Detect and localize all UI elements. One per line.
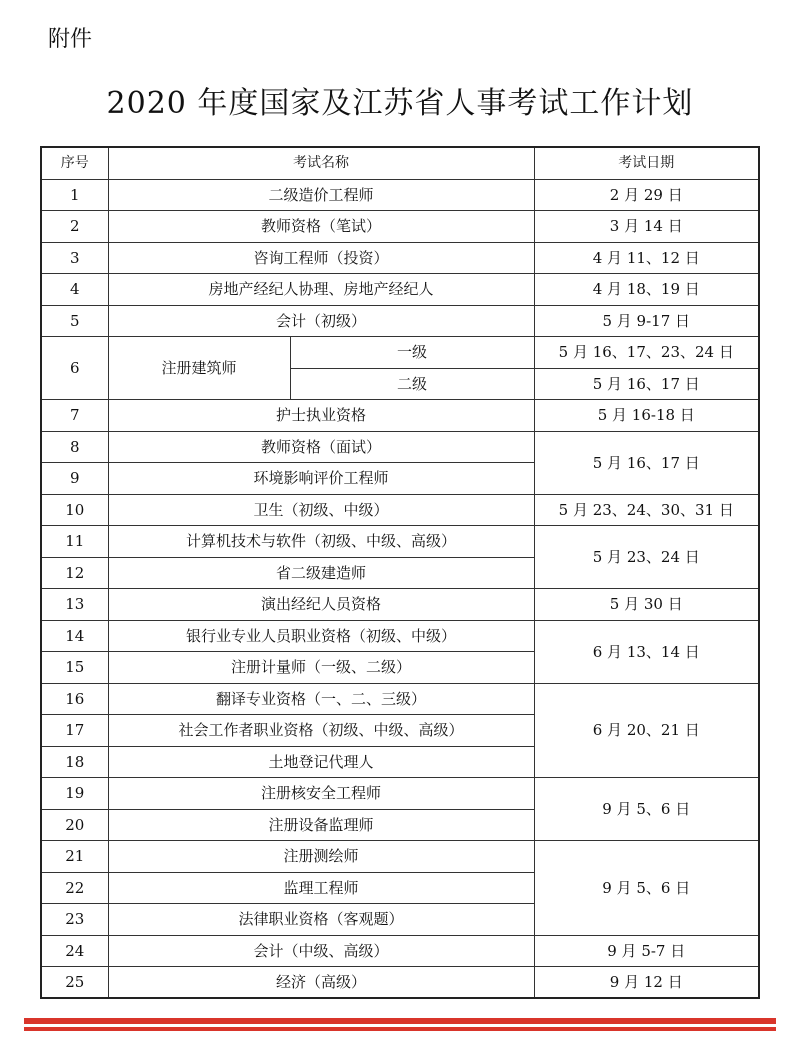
exam-date: 9 月 5、6 日	[534, 841, 759, 936]
header-name: 考试名称	[108, 147, 534, 179]
table-row	[41, 211, 759, 243]
exam-name: 会计（初级）	[108, 305, 534, 337]
exam-date: 3 月 14 日	[534, 211, 759, 243]
exam-name: 注册建筑师	[108, 337, 290, 400]
row-no: 20	[41, 809, 108, 841]
table-row	[41, 400, 759, 432]
header-no: 序号	[41, 147, 108, 179]
exam-date: 5 月 23、24、30、31 日	[534, 494, 759, 526]
exam-date: 6 月 13、14 日	[534, 620, 759, 683]
table-row	[41, 526, 759, 558]
exam-date: 5 月 23、24 日	[534, 526, 759, 589]
exam-date: 2 月 29 日	[534, 179, 759, 211]
exam-date: 5 月 16-18 日	[534, 400, 759, 432]
exam-date: 5 月 30 日	[534, 589, 759, 621]
exam-name: 注册核安全工程师	[108, 778, 534, 810]
table-row	[41, 683, 759, 715]
table-header-row	[41, 147, 759, 179]
row-no: 5	[41, 305, 108, 337]
exam-sublevel: 二级	[290, 368, 534, 400]
row-no: 1	[41, 179, 108, 211]
page-title: 2020 年度国家及江苏省人事考试工作计划	[106, 86, 694, 121]
exam-name: 银行业专业人员职业资格（初级、中级）	[108, 620, 534, 652]
footer-red-rule-thin	[24, 1027, 776, 1031]
row-no: 7	[41, 400, 108, 432]
row-no: 14	[41, 620, 108, 652]
row-no: 9	[41, 463, 108, 495]
row-no: 18	[41, 746, 108, 778]
exam-sublevel: 一级	[290, 337, 534, 369]
table-row	[41, 179, 759, 211]
row-no: 17	[41, 715, 108, 747]
exam-name: 房地产经纪人协理、房地产经纪人	[108, 274, 534, 306]
table-row	[41, 431, 759, 463]
row-no: 8	[41, 431, 108, 463]
exam-name: 省二级建造师	[108, 557, 534, 589]
row-no: 2	[41, 211, 108, 243]
exam-date: 5 月 16、17、23、24 日	[534, 337, 759, 369]
row-no: 10	[41, 494, 108, 526]
table-row	[41, 305, 759, 337]
table-row	[41, 967, 759, 999]
exam-date: 5 月 9-17 日	[534, 305, 759, 337]
row-no: 21	[41, 841, 108, 873]
exam-date: 5 月 16、17 日	[534, 431, 759, 494]
table-row	[41, 242, 759, 274]
row-no: 19	[41, 778, 108, 810]
exam-name: 注册计量师（一级、二级）	[108, 652, 534, 684]
row-no: 15	[41, 652, 108, 684]
exam-name: 注册测绘师	[108, 841, 534, 873]
table-row	[41, 935, 759, 967]
exam-name: 咨询工程师（投资）	[108, 242, 534, 274]
table-row	[41, 841, 759, 873]
exam-date: 9 月 5-7 日	[534, 935, 759, 967]
header-date: 考试日期	[534, 147, 759, 179]
exam-name: 翻译专业资格（一、二、三级）	[108, 683, 534, 715]
row-no: 3	[41, 242, 108, 274]
row-no: 6	[41, 337, 108, 400]
exam-name: 教师资格（笔试）	[108, 211, 534, 243]
exam-date: 9 月 5、6 日	[534, 778, 759, 841]
exam-date: 9 月 12 日	[534, 967, 759, 999]
exam-name: 经济（高级）	[108, 967, 534, 999]
exam-name: 监理工程师	[108, 872, 534, 904]
exam-date: 6 月 20、21 日	[534, 683, 759, 778]
exam-name: 二级造价工程师	[108, 179, 534, 211]
table-row	[41, 494, 759, 526]
exam-name: 演出经纪人员资格	[108, 589, 534, 621]
row-no: 24	[41, 935, 108, 967]
row-no: 22	[41, 872, 108, 904]
table-row	[41, 589, 759, 621]
exam-schedule-table	[40, 146, 760, 999]
table-row	[41, 274, 759, 306]
row-no: 25	[41, 967, 108, 999]
exam-name: 土地登记代理人	[108, 746, 534, 778]
row-no: 11	[41, 526, 108, 558]
row-no: 16	[41, 683, 108, 715]
exam-name: 注册设备监理师	[108, 809, 534, 841]
exam-name: 护士执业资格	[108, 400, 534, 432]
exam-name: 环境影响评价工程师	[108, 463, 534, 495]
row-no: 12	[41, 557, 108, 589]
exam-name: 卫生（初级、中级）	[108, 494, 534, 526]
footer-red-rule	[24, 1018, 776, 1024]
row-no: 23	[41, 904, 108, 936]
exam-name: 会计（中级、高级）	[108, 935, 534, 967]
exam-name: 法律职业资格（客观题）	[108, 904, 534, 936]
attachment-label: 附件	[48, 27, 93, 52]
exam-date: 4 月 11、12 日	[534, 242, 759, 274]
table-row	[41, 620, 759, 652]
exam-name: 计算机技术与软件（初级、中级、高级）	[108, 526, 534, 558]
exam-name: 教师资格（面试）	[108, 431, 534, 463]
row-no: 4	[41, 274, 108, 306]
table-row	[41, 778, 759, 810]
row-no: 13	[41, 589, 108, 621]
exam-date: 4 月 18、19 日	[534, 274, 759, 306]
exam-name: 社会工作者职业资格（初级、中级、高级）	[108, 715, 534, 747]
table-row	[41, 337, 759, 369]
exam-date: 5 月 16、17 日	[534, 368, 759, 400]
